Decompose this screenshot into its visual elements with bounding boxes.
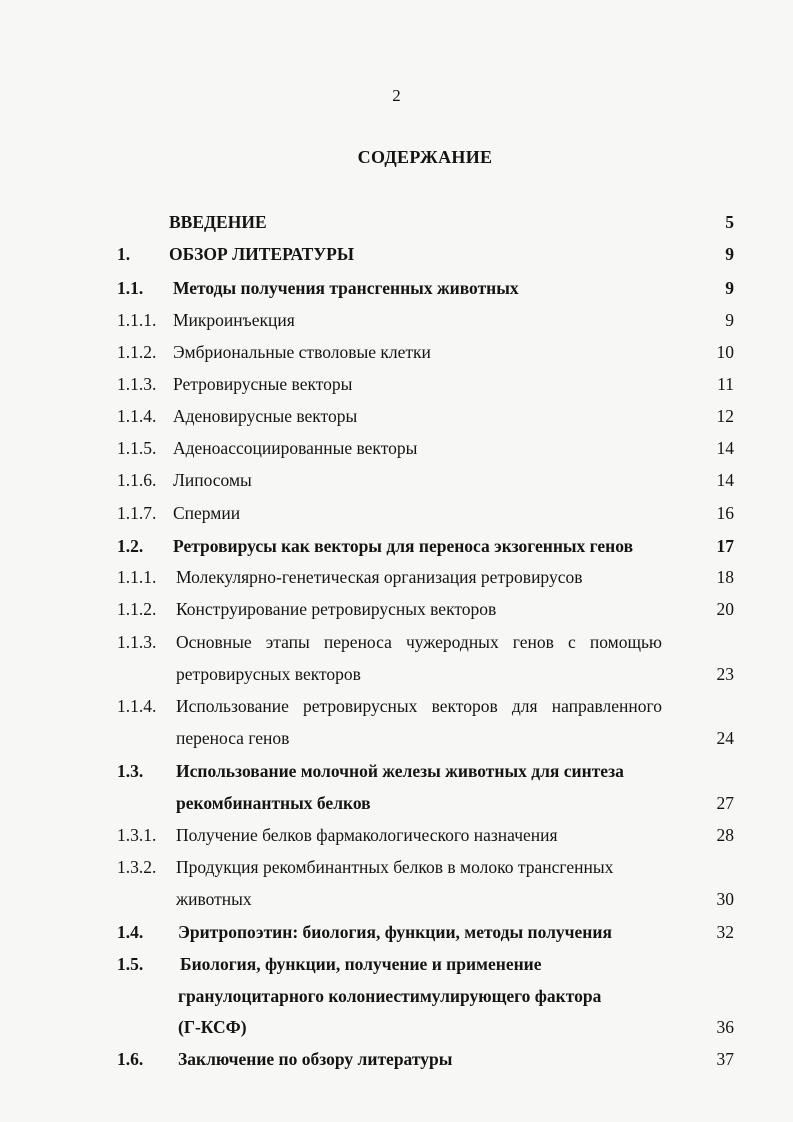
toc-entry-page: 9 — [725, 310, 734, 330]
toc-entry-continuation — [0, 889, 793, 921]
toc-entry — [0, 503, 793, 535]
toc-entry-number: 1.1.2. — [117, 599, 157, 619]
toc-entry-text: (Г-КСФ) — [178, 1017, 247, 1037]
toc-entry-number: 1.5. — [117, 954, 144, 974]
toc-entry — [0, 536, 793, 568]
toc-entry — [0, 922, 793, 954]
toc-entry-number: 1.2. — [117, 536, 144, 556]
toc-entry-text: Продукция рекомбинантных белков в молоко трансгенных — [176, 857, 614, 877]
toc-entry-number: 1.1.1. — [117, 567, 157, 587]
toc-entry-number: 1.1.4. — [117, 406, 157, 426]
toc-entry — [0, 567, 793, 599]
toc-entry — [0, 696, 793, 728]
toc-entry-number: 1.1.7. — [117, 503, 157, 523]
toc-entry-page: 36 — [716, 1017, 734, 1037]
toc-entry-number: 1.1.6. — [117, 470, 157, 490]
toc-entry-text: Ретровирусные векторы — [173, 374, 353, 394]
toc-entry-continuation — [0, 728, 793, 760]
toc-entry-text: Эритропоэтин: биология, функции, методы получения — [178, 922, 612, 942]
toc-entry — [0, 374, 793, 406]
toc-entry-text: Микроинъекция — [173, 310, 295, 330]
toc-entry-page: 32 — [716, 922, 734, 942]
toc-entry-page: 9 — [725, 278, 734, 298]
toc-entry-text: Биология, функции, получение и применение — [180, 954, 542, 974]
toc-entry — [0, 761, 793, 793]
toc-entry-page: 30 — [716, 889, 734, 909]
toc-entry-page: 17 — [716, 536, 734, 556]
toc-entry-text: ВВЕДЕНИЕ — [169, 212, 267, 232]
toc-entry-page: 12 — [716, 406, 734, 426]
toc-entry-number: 1.1.4. — [117, 696, 157, 716]
toc-entry-number: 1.1. — [117, 278, 144, 298]
toc-entry-text: ОБЗОР ЛИТЕРАТУРЫ — [169, 244, 355, 264]
toc-entry-text: переноса генов — [176, 728, 290, 748]
toc-entry-text: животных — [176, 889, 252, 909]
toc-entry — [0, 825, 793, 857]
toc-entry-text: Использование молочной железы животных для синтеза — [176, 761, 624, 781]
toc-entry-page: 14 — [716, 470, 734, 490]
toc-entry-number: 1.1.3. — [117, 374, 157, 394]
toc-entry-number: 1.1.5. — [117, 438, 157, 458]
toc-entry — [0, 857, 793, 889]
toc-entry — [0, 1049, 793, 1081]
toc-entry-text: рекомбинантных белков — [176, 793, 371, 813]
toc-entry-page: 37 — [716, 1049, 734, 1069]
toc-entry — [0, 438, 793, 470]
toc-entry — [0, 244, 793, 276]
toc-entry-number: 1.1.3. — [117, 632, 157, 652]
toc-entry — [0, 406, 793, 438]
toc-entry — [0, 599, 793, 631]
toc-entry-text: Заключение по обзору литературы — [178, 1049, 453, 1069]
toc-entry-text: Эмбриональные стволовые клетки — [173, 342, 431, 362]
toc-entry-text: гранулоцитарного колониестимулирующего фактора — [178, 986, 602, 1006]
toc-entry-number: 1.3. — [117, 761, 144, 781]
toc-entry-text: Методы получения трансгенных животных — [173, 278, 519, 298]
toc-entry — [0, 278, 793, 310]
toc-entry — [0, 342, 793, 374]
toc-entry-page: 9 — [725, 244, 734, 264]
toc-entry — [0, 954, 793, 986]
toc-entry-continuation — [0, 1017, 793, 1049]
toc-entry-continuation — [0, 986, 793, 1018]
toc-entry-page: 18 — [716, 567, 734, 587]
toc-entry-page: 10 — [716, 342, 734, 362]
toc-entry-page: 5 — [725, 212, 734, 232]
toc-entry — [0, 632, 793, 664]
toc-entry-text: Ретровирусы как векторы для переноса экзогенных генов — [173, 536, 634, 556]
toc-entry — [0, 470, 793, 502]
toc-title: СОДЕРЖАНИЕ — [357, 147, 493, 167]
toc-entry-text: ретровирусных векторов — [176, 664, 361, 684]
toc-entry-page: 16 — [716, 503, 734, 523]
toc-entry-number: 1.1.1. — [117, 310, 157, 330]
toc-entry-introduction — [0, 212, 793, 244]
toc-entry-number: 1.1.2. — [117, 342, 157, 362]
toc-entry-page: 27 — [716, 793, 734, 813]
toc-entry-number: 1.6. — [117, 1049, 144, 1069]
toc-entry-continuation — [0, 664, 793, 696]
toc-entry-text: Молекулярно-генетическая организация ретровирусов — [176, 567, 583, 587]
toc-entry — [0, 310, 793, 342]
toc-entry-text: Аденоассоциированные векторы — [173, 438, 418, 458]
toc-entry-text: Аденовирусные векторы — [173, 406, 358, 426]
toc-entry-number: 1.3.2. — [117, 857, 157, 877]
toc-entry-page: 28 — [716, 825, 734, 845]
toc-entry-number: 1.4. — [117, 922, 144, 942]
toc-entry-page: 20 — [716, 599, 734, 619]
toc-entry-number: 1.3.1. — [117, 825, 157, 845]
page-number: 2 — [392, 86, 401, 105]
toc-entry-page: 23 — [716, 664, 734, 684]
toc-entry-page: 24 — [716, 728, 734, 748]
toc-entry-text: Основные этапы переноса чужеродных генов с помощью — [176, 632, 662, 652]
toc-entry-text: Использование ретровирусных векторов для направленного — [176, 696, 662, 716]
toc-entry-page: 14 — [716, 438, 734, 458]
toc-entry-number: 1. — [117, 244, 131, 264]
toc-entry-text: Получение белков фармакологического назначения — [176, 825, 558, 845]
toc-entry-text: Спермии — [173, 503, 241, 523]
toc-entry-page: 11 — [717, 374, 734, 394]
toc-entry-text: Конструирование ретровирусных векторов — [176, 599, 497, 619]
toc-entry-continuation — [0, 793, 793, 825]
toc-entry-text: Липосомы — [173, 470, 252, 490]
